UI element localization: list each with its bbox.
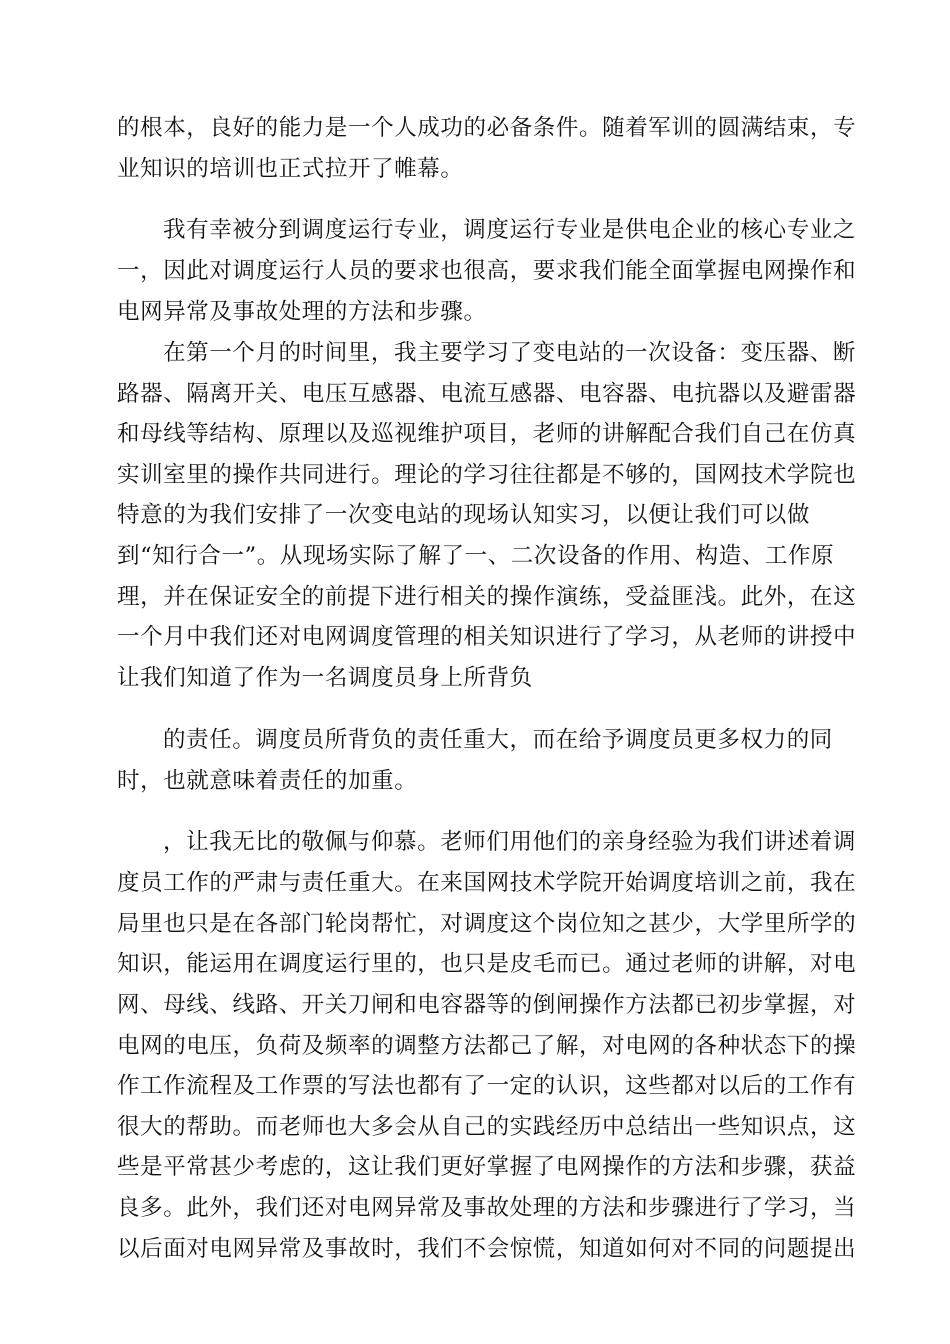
paragraph-5-line-11: 以后面对电网异常及事故时，我们不会惊慌，知道如何对不同的问题提出 (117, 1236, 857, 1262)
paragraph-2-line-3: 电网异常及事故处理的方法和步骤。 (117, 299, 487, 325)
paragraph-1-line-1: 的根本，良好的能力是一个人成功的必备条件。随着军训的圆满结束，专 (117, 115, 857, 141)
paragraph-4-line-1: 的责任。调度员所背负的责任重大，而在给予调度员更多权力的同 (163, 727, 833, 753)
paragraph-3-line-6: 到“知行合一”。从现场实际了解了一、二次设备的作用、构造、工作原 (117, 543, 835, 569)
paragraph-5-line-10: 良多。此外，我们还对电网异常及事故处理的方法和步骤进行了学习，当 (117, 1195, 857, 1221)
paragraph-2-line-1: 我有幸被分到调度运行专业，调度运行专业是供电企业的核心专业之 (163, 217, 857, 243)
paragraph-3-line-1: 在第一个月的时间里，我主要学习了变电站的一次设备：变压器、断 (163, 340, 857, 366)
paragraph-4-line-2: 时，也就意味着责任的加重。 (117, 768, 418, 794)
paragraph-3-line-5: 特意的为我们安排了一次变电站的现场认知实习，以便让我们可以做 (117, 502, 811, 528)
paragraph-5-line-3: 局里也只是在各部门轮岗帮忙，对调度这个岗位知之甚少，大学里所学的 (117, 911, 857, 937)
paragraph-3-line-4: 实训室里的操作共同进行。理论的学习往往都是不够的，国网技术学院也 (117, 462, 857, 488)
paragraph-5-line-1: ，让我无比的敬佩与仰慕。老师们用他们的亲身经验为我们讲述着调 (163, 829, 857, 855)
paragraph-5-line-9: 些是平常甚少考虑的，这让我们更好掌握了电网操作的方法和步骤，获益 (117, 1154, 857, 1180)
paragraph-5-line-5: 网、母线、线路、开关刀闸和电容器等的倒闸操作方法都已初步掌握，对 (117, 992, 857, 1018)
paragraph-5-line-6: 电网的电压，负荷及频率的调整方法都己了解，对电网的各种状态下的操 (117, 1033, 857, 1059)
paragraph-3-line-7: 理，并在保证安全的前提下进行相关的操作演练，受益匪浅。此外，在这 (117, 584, 857, 610)
paragraph-5-line-8: 很大的帮助。而老师也大多会从自己的实践经历中总结出一些知识点，这 (117, 1114, 857, 1140)
paragraph-5-line-2: 度员工作的严肃与责任重大。在来国网技术学院开始调度培训之前，我在 (117, 870, 857, 896)
paragraph-3-line-2: 路器、隔离开关、电压互感器、电流互感器、电容器、电抗器以及避雷器 (117, 381, 857, 407)
paragraph-2-line-2: 一，因此对调度运行人员的要求也很高，要求我们能全面掌握电网操作和 (117, 258, 857, 284)
paragraph-5-line-7: 作工作流程及工作票的写法也都有了一定的认识，这些都对以后的工作有 (117, 1073, 857, 1099)
paragraph-1-line-2: 业知识的培训也正式拉开了帷幕。 (117, 156, 464, 182)
paragraph-3-line-9: 让我们知道了作为一名调度员身上所背负 (117, 665, 533, 691)
paragraph-3-line-8: 一个月中我们还对电网调度管理的相关知识进行了学习，从老师的讲授中 (117, 624, 857, 650)
paragraph-3-line-3: 和母线等结构、原理以及巡视维护项目，老师的讲解配合我们自己在仿真 (117, 421, 857, 447)
paragraph-5-line-4: 知识，能运用在调度运行里的，也只是皮毛而已。通过老师的讲解，对电 (117, 951, 857, 977)
